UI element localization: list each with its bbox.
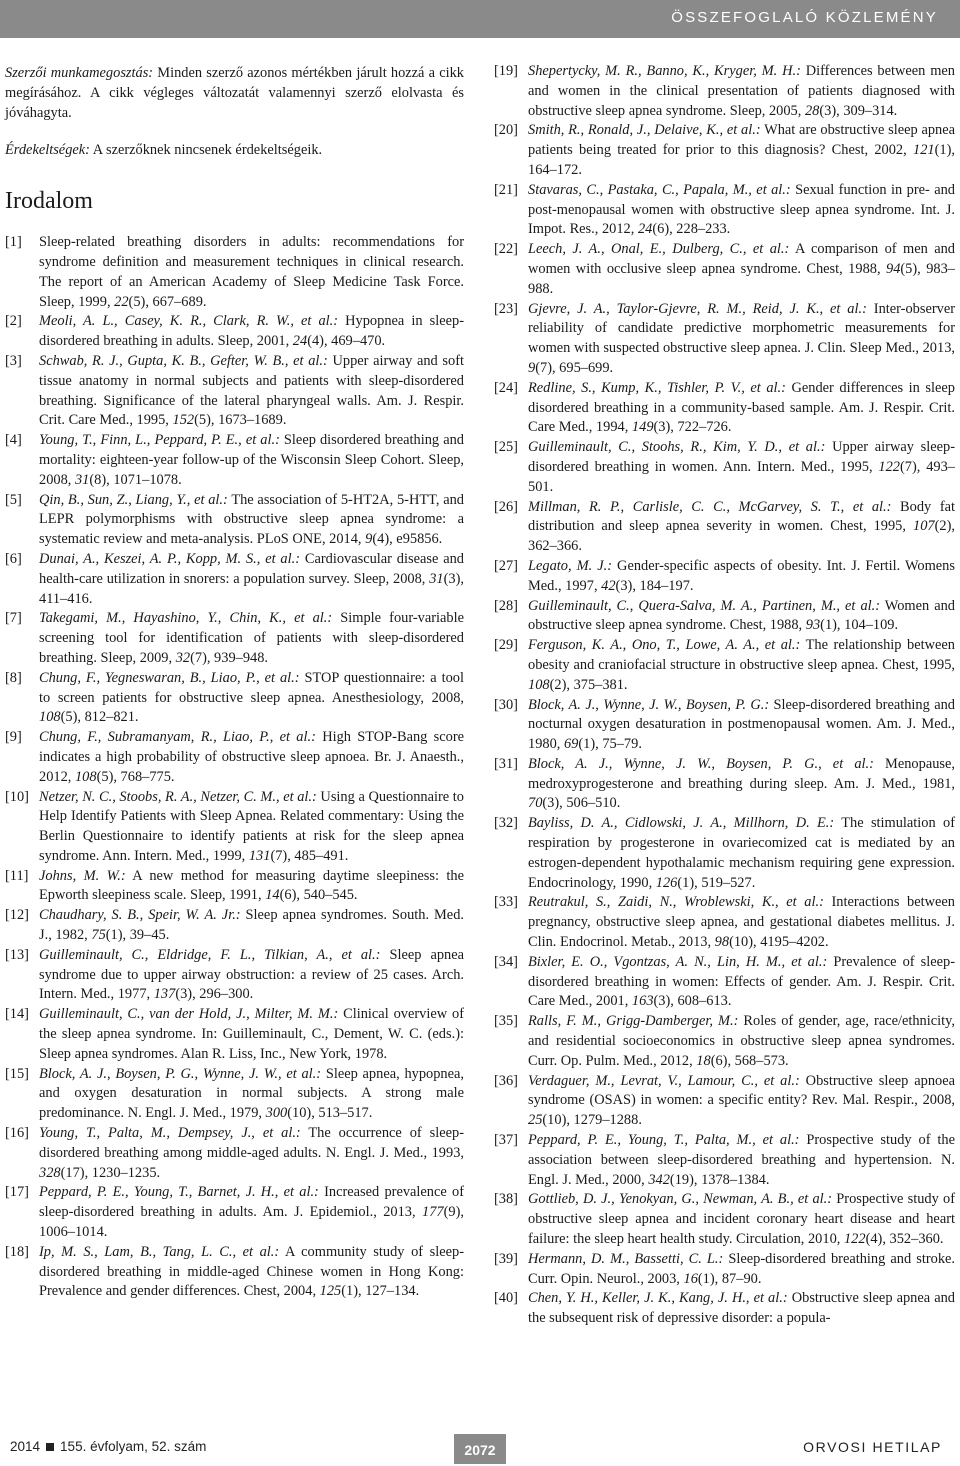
reference-pages: (8), 1071–1078. <box>89 471 182 488</box>
reference-pages: (2), 362–366. <box>528 518 955 555</box>
reference-text: Inter-observer reliability of candidate predictive morphometric measurements for women with suspected obstructive sleep apnea. J. Clin. Sleep Med., 2013, <box>528 300 956 357</box>
reference-pages: (1), 39–45. <box>105 927 170 944</box>
reference-item <box>494 1012 955 1071</box>
reference-pages: (5), 812–821. <box>60 709 139 726</box>
reference-text: Women and obstructive sleep apnea syndrome. Chest, 1988, <box>528 597 955 634</box>
reference-authors: Chen, Y. H., Keller, J. K., Kang, J. H., et al.: <box>528 1290 788 1307</box>
reference-item <box>494 240 955 299</box>
right-column <box>494 62 955 1329</box>
reference-item <box>494 953 955 1012</box>
reference-pages: (5), 1673–1689. <box>194 412 287 429</box>
reference-pages: (4), 352–360. <box>865 1231 944 1248</box>
reference-item <box>494 1190 955 1249</box>
reference-text: The occurrence of sleep-disordered breathing among middle-aged adults. N. Engl. J. Med., 1993, <box>39 1125 464 1161</box>
reference-authors: Chaudhary, S. B., Speir, W. A. Jr.: <box>39 907 241 924</box>
reference-item <box>494 438 955 497</box>
reference-text: What are obstructive sleep apnea patients being treated for prior to this diagnosis? Chest, 2002, <box>528 122 955 159</box>
reference-authors: Verdaguer, M., Levrat, V., Lamour, C., et al.: <box>528 1072 800 1089</box>
reference-text: Sexual function in pre- and post-menopausal women with obstructive sleep apnea syndrome. Int. J. Impot. Res., 2012, <box>528 181 955 238</box>
reference-number: [15] <box>5 1065 29 1082</box>
page-number: 2072 <box>454 1434 506 1464</box>
reference-text: A community study of sleep-disordered breathing in middle-aged Chinese women in Hong Kong: Prevalence and gender differences. Chest, 2004, <box>39 1243 464 1300</box>
reference-pages: (1), 104–109. <box>820 617 899 634</box>
reference-authors: Schwab, R. J., Gupta, K. B., Gefter, W. B., et al.: <box>39 352 328 369</box>
reference-pages: (19), 1378–1384. <box>669 1171 770 1188</box>
reference-item <box>5 431 464 490</box>
reference-text: STOP questionnaire: a tool to screen patients for obstructive sleep apnea. Anesthesiology, 2008, <box>39 669 464 706</box>
reference-volume: 177 <box>422 1204 444 1221</box>
reference-volume: 108 <box>528 676 550 693</box>
reference-authors: Bixler, E. O., Vgontzas, A. N., Lin, H. M., et al.: <box>528 953 828 970</box>
reference-text: Gender differences in sleep disordered breathing in a community-based sample. Am. J. Respir. Crit. Care Med., 1994, <box>528 379 955 436</box>
reference-volume: 94 <box>886 260 901 277</box>
reference-pages: (3), 309–314. <box>819 102 898 119</box>
reference-authors: Guilleminault, C., Stoohs, R., Kim, Y. D., et al.: <box>528 439 826 456</box>
reference-number: [13] <box>5 946 29 963</box>
reference-number: [14] <box>5 1006 29 1023</box>
reference-item <box>494 814 955 893</box>
reference-volume: 31 <box>429 570 444 587</box>
reference-number: [20] <box>494 122 518 139</box>
reference-pages: (4), 469–470. <box>307 333 386 350</box>
reference-number: [9] <box>5 729 22 746</box>
reference-authors: Qin, B., Sun, Z., Liang, Y., et al.: <box>39 491 228 508</box>
reference-authors: Guilleminault, C., Quera-Salva, M. A., Partinen, M., et al.: <box>528 597 881 614</box>
reference-volume: 149 <box>631 419 654 436</box>
reference-authors: Ip, M. S., Lam, B., Tang, L. C., et al.: <box>39 1243 280 1260</box>
reference-text: Interactions between pregnancy, obstructive sleep apnea, and gestational diabetes mellitus. J. Clin. Endocrinol. Metab., 2013, <box>528 894 955 951</box>
reference-text: Sleep disordered breathing and mortality: eighteen-year follow-up of the Wisconsin Sleep Cohort. Sleep, 2008, <box>39 432 464 488</box>
reference-number: [26] <box>494 498 518 515</box>
reference-authors: Chung, F., Yegneswaran, B., Liao, P., et al.: <box>39 669 300 686</box>
reference-authors: Netzer, N. C., Stoobs, R. A., Netzer, C. M., et al.: <box>39 788 317 805</box>
reference-text: Sleep apnea syndrome due to upper airway obstruction: a review of 25 cases. Arch. Intern. Med., 1977, <box>39 946 464 1003</box>
reference-text: Sleep apnea syndromes. South. Med. J., 1982, <box>39 907 464 944</box>
reference-item <box>494 300 955 379</box>
reference-number: [33] <box>494 894 518 911</box>
reference-pages: (3), 722–726. <box>653 419 732 436</box>
contribution-text: Minden szerző azonos mértékben járult hozzá a cikk megírásához. A cikk végleges változatát valamennyi szerző elolvasta és jóváhagyta. <box>5 65 465 121</box>
reference-pages: (5), 768–775. <box>96 768 175 785</box>
reference-number: [6] <box>5 550 22 567</box>
reference-number: [11] <box>5 867 29 884</box>
reference-number: [5] <box>5 491 22 508</box>
reference-authors: Meoli, A. L., Casey, K. R., Clark, R. W., et al.: <box>39 313 339 330</box>
reference-volume: 122 <box>878 458 900 475</box>
reference-item <box>5 946 464 1005</box>
reference-text: Sleep apnea, hypopnea, and oxygen desaturation in normal subjects. A strong male predominance. N. Engl. J. Med., 1979, <box>39 1065 464 1122</box>
reference-item <box>494 597 955 637</box>
reference-item <box>494 1131 955 1190</box>
reference-authors: Ferguson, K. A., Ono, T., Lowe, A. A., et al.: <box>528 637 801 654</box>
reference-number: [8] <box>5 669 22 686</box>
reference-pages: (1), 127–134. <box>341 1283 420 1300</box>
reference-number: [19] <box>494 63 518 79</box>
reference-text: Prospective study of obstructive sleep apnea and incident coronary heart disease and heart failure: the sleep heart health study. Circulation, 2010, <box>528 1191 955 1248</box>
contribution-paragraph <box>5 64 464 123</box>
reference-text: Increased prevalence of sleep-disordered breathing in adults. Am. J. Epidemiol., 2013, <box>39 1184 465 1221</box>
reference-number: [1] <box>5 234 22 251</box>
reference-authors: Block, A. J., Wynne, J. W., Boysen, P. G., et al.: <box>528 755 874 772</box>
reference-volume: 108 <box>74 768 97 785</box>
reference-item <box>494 1289 955 1329</box>
conflict-text: A szerzőknek nincsenek érdekeltségeik. <box>89 142 323 159</box>
reference-volume: 42 <box>601 577 616 594</box>
reference-text: Obstructive sleep apnea and the subsequent risk of depressive disorder: a popula- <box>528 1290 955 1327</box>
reference-text: Clinical overview of the sleep apnea syndrome. In: Guilleminault, C., Dement, W. C. (eds.): Sleep apnea syndromes. Alan R. Liss, Inc., New York, 1978. <box>39 1006 464 1062</box>
reference-text: Upper airway sleep-disordered breathing in women. Ann. Intern. Med., 1995, <box>528 439 955 475</box>
reference-item <box>494 755 955 814</box>
reference-volume: 328 <box>39 1164 61 1181</box>
reference-number: [27] <box>494 557 518 574</box>
reference-volume: 131 <box>248 847 271 864</box>
reference-item <box>5 728 464 787</box>
reference-pages: (6), 568–573. <box>710 1052 789 1069</box>
reference-authors: Millman, R. P., Carlisle, C. C., McGarvey, S. T., et al.: <box>528 498 892 515</box>
reference-text: Roles of gender, age, race/ethnicity, and residential socioeconomics in obstructive sleep apnea syndromes. Curr. Op. Pulm. Med., 2012, <box>528 1013 955 1069</box>
conflict-paragraph <box>5 141 464 161</box>
reference-volume: 342 <box>648 1171 670 1188</box>
reference-item <box>494 379 955 438</box>
conflict-label: Érdekeltségek: <box>5 142 90 159</box>
reference-text: High STOP-Bang score indicates a high probability of obstructive sleep apnoea. Br. J. Anaesth., 2012, <box>39 729 464 785</box>
reference-number: [12] <box>5 907 29 924</box>
reference-text: Using a Questionnaire to Help Identify Patients with Sleep Apnea. Related commentary: Using the Berlin Questionnaire to identify patients at risk for the sleep apnea syndrome. Ann. Intern. Med., 1999, <box>39 788 464 864</box>
reference-pages: (10), 1279–1288. <box>542 1112 642 1129</box>
footer-year: 2014 <box>10 1439 41 1454</box>
reference-volume: 107 <box>913 518 935 535</box>
author-info <box>5 64 464 161</box>
reference-authors: Block, A. J., Wynne, J. W., Boysen, P. G.: <box>528 696 770 713</box>
reference-item <box>5 867 464 907</box>
reference-number: [23] <box>494 300 518 317</box>
reference-volume: 9 <box>528 359 536 376</box>
reference-item <box>494 893 955 952</box>
reference-authors: Johns, M. W.: <box>39 867 126 884</box>
reference-item <box>5 233 464 312</box>
reference-volume: 122 <box>843 1231 866 1248</box>
reference-item <box>494 557 955 597</box>
reference-number: [21] <box>494 181 518 198</box>
reference-pages: (17), 1230–1235. <box>60 1164 161 1181</box>
reference-number: [28] <box>494 597 518 614</box>
reference-number: [29] <box>494 637 518 654</box>
reference-number: [40] <box>494 1290 518 1307</box>
reference-pages: (3), 506–510. <box>542 795 621 812</box>
reference-authors: Gottlieb, D. J., Yenokyan, G., Newman, A. B., et al.: <box>528 1191 833 1208</box>
reference-text: Sleep-related breathing disorders in adults: recommendations for syndrome definition and measurement techniques in clinical research. The report of an American Academy of Sleep Medicine Task Force. Sleep, 1999, <box>39 234 464 310</box>
reference-item <box>5 669 464 728</box>
reference-item <box>5 1243 464 1302</box>
reference-item <box>494 1072 955 1131</box>
reference-pages: (2), 375–381. <box>549 676 628 693</box>
reference-volume: 137 <box>153 986 176 1003</box>
reference-authors: Legato, M. J.: <box>528 557 613 574</box>
reference-pages: (7), 939–948. <box>190 649 269 666</box>
reference-pages: (1), 75–79. <box>578 736 642 753</box>
reference-item <box>5 1065 464 1124</box>
page-footer <box>0 1434 960 1464</box>
reference-item <box>5 491 464 550</box>
reference-pages: (5), 983–988. <box>528 260 955 297</box>
reference-text: Prospective study of the association between sleep-disordered breathing and hypertension. N. Engl. J. Med., 2000, <box>528 1132 955 1188</box>
reference-number: [35] <box>494 1013 518 1030</box>
reference-volume: 16 <box>683 1270 698 1287</box>
reference-number: [10] <box>5 788 29 805</box>
reference-pages: (4), e95856. <box>372 531 443 548</box>
reference-item <box>494 498 955 557</box>
reference-pages: (6), 228–233. <box>652 221 731 238</box>
reference-authors: Young, T., Finn, L., Peppard, P. E., et al.: <box>39 432 280 449</box>
reference-text: Differences between men and women in the clinical presentation of patients diagnosed with obstructive sleep apnea syndrome. Sleep, 2005, <box>528 63 955 119</box>
reference-volume: 108 <box>39 709 61 726</box>
reference-item <box>5 609 464 668</box>
reference-pages: (10), 4195–4202. <box>729 934 829 951</box>
footer-volume: 155. évfolyam, 52. szám <box>60 1439 207 1454</box>
reference-authors: Ralls, F. M., Grigg-Damberger, M.: <box>528 1013 739 1030</box>
reference-number: [22] <box>494 241 518 258</box>
reference-authors: Guilleminault, C., van der Hold, J., Milter, M. M.: <box>39 1006 339 1023</box>
reference-item <box>5 1183 464 1242</box>
left-column <box>5 64 464 1302</box>
reference-authors: Redline, S., Kump, K., Tishler, P. V., et al.: <box>528 379 786 396</box>
reference-pages: (6), 540–545. <box>279 887 358 904</box>
section-header-bar <box>0 0 960 38</box>
reference-text: The association of 5-HT2A, 5-HTT, and LEPR polymorphisms with obstructive sleep apnea syndrome: a systematic review and meta-analysis. PLoS ONE, 2014, <box>39 491 464 548</box>
reference-authors: Smith, R., Ronald, J., Delaive, K., et al.: <box>528 122 761 139</box>
reference-number: [30] <box>494 696 518 713</box>
reference-text: Menopause, medroxyprogesterone and breathing during sleep. Am. J. Med., 1981, <box>528 755 955 792</box>
reference-volume: 75 <box>91 927 106 944</box>
reference-volume: 70 <box>528 795 543 812</box>
reference-number: [39] <box>494 1250 518 1267</box>
reference-text: Simple four-variable screening tool for identification of patients with sleep-disordered breathing. Sleep, 2009, <box>39 610 464 666</box>
contribution-label: Szerzői munkamegosztás: <box>5 65 154 81</box>
reference-authors: Chung, F., Subramanyam, R., Liao, P., et al.: <box>39 729 316 746</box>
reference-volume: 14 <box>265 887 280 904</box>
reference-volume: 152 <box>172 412 195 429</box>
reference-volume: 98 <box>714 934 730 951</box>
issue-info <box>10 1439 206 1454</box>
reference-pages: (9), 1006–1014. <box>39 1204 464 1241</box>
reference-pages: (7), 493–501. <box>528 458 955 495</box>
reference-item <box>5 906 464 946</box>
reference-authors: Gjevre, J. A., Taylor-Gjevre, R. M., Reid, J. K., et al.: <box>528 300 867 317</box>
reference-item <box>494 181 955 240</box>
reference-text: The stimulation of respiration by progesterone in ovariecomized cat is mediated by an estrogen-dependent hypothalamic mechanism requiring gene expression. Endocrinology, 1990, <box>528 815 955 891</box>
reference-authors: Peppard, P. E., Young, T., Barnet, J. H., et al.: <box>39 1184 319 1201</box>
reference-item <box>494 696 955 755</box>
reference-item <box>494 1250 955 1290</box>
reference-pages: (1), 164–172. <box>528 142 955 178</box>
reference-volume: 22 <box>114 293 129 310</box>
reference-authors: Shepertycky, M. R., Banno, K., Kryger, M. H.: <box>528 63 801 79</box>
reference-authors: Guilleminault, C., Eldridge, F. L., Tilkian, A., et al.: <box>39 946 381 963</box>
square-bullet-icon <box>46 1443 54 1451</box>
reference-pages: (3), 608–613. <box>653 993 732 1010</box>
reference-pages: (7), 695–699. <box>535 359 614 376</box>
reference-number: [34] <box>494 953 518 970</box>
reference-pages: (7), 485–491. <box>270 847 349 864</box>
reference-item <box>494 636 955 695</box>
reference-item <box>5 788 464 867</box>
reference-text: Body fat distribution and sleep apnea severity in women. Chest, 1995, <box>528 498 955 535</box>
reference-volume: 300 <box>265 1105 288 1122</box>
reference-list-right <box>494 62 955 1329</box>
reference-volume: 93 <box>805 617 821 634</box>
reference-item <box>5 312 464 352</box>
reference-text: The relationship between obesity and craniofacial structure in obstructive sleep apnea. Chest, 1995, <box>528 637 955 673</box>
reference-authors: Hermann, D. M., Bassetti, C. L.: <box>528 1250 724 1267</box>
reference-number: [4] <box>5 432 22 449</box>
reference-volume: 9 <box>365 531 373 548</box>
reference-pages: (1), 519–527. <box>677 874 756 891</box>
reference-authors: Reutrakul, S., Zaidi, N., Wroblewski, K., et al.: <box>528 894 824 911</box>
reference-authors: Stavaras, C., Pastaka, C., Papala, M., et al.: <box>528 181 791 198</box>
reference-text: A new method for measuring daytime sleepiness: the Epworth sleepiness scale. Sleep, 1991, <box>39 867 465 904</box>
reference-authors: Bayliss, D. A., Cidlowski, J. A., Millhorn, D. E.: <box>528 815 835 832</box>
reference-volume: 18 <box>696 1052 711 1069</box>
reference-item <box>494 121 955 180</box>
reference-text: Upper airway and soft tissue anatomy in normal subjects and patients with sleep-disordered breathing. Significance of the lateral pharyngeal walls. Am. J. Respir. Crit. Care Med., 1995, <box>39 352 464 429</box>
reference-volume: 24 <box>637 221 653 238</box>
reference-number: [31] <box>494 755 518 772</box>
reference-volume: 69 <box>563 736 579 753</box>
reference-volume: 24 <box>292 333 308 350</box>
reference-text: Cardiovascular disease and health-care utilization in snorers: a population survey. Sleep, 2008, <box>39 550 464 587</box>
reference-item <box>5 1005 464 1064</box>
reference-volume: 121 <box>913 142 935 159</box>
reference-volume: 25 <box>528 1112 543 1129</box>
reference-text: Obstructive sleep apnoea syndrome (OSAS) in women: a specific entity? Rev. Mal. Respir., 2008, <box>528 1072 955 1109</box>
reference-list-left <box>5 233 464 1302</box>
reference-item <box>5 1124 464 1183</box>
reference-number: [37] <box>494 1132 518 1149</box>
reference-authors: Dunai, A., Keszei, A. P., Kopp, M. S., et al.: <box>39 550 301 567</box>
reference-number: [7] <box>5 610 22 627</box>
journal-name: ORVOSI HETILAP <box>803 1439 942 1455</box>
section-label: ÖSSZEFOGLALÓ KÖZLEMÉNY <box>671 9 938 26</box>
reference-number: [36] <box>494 1072 518 1089</box>
reference-authors: Young, T., Palta, M., Dempsey, J., et al.: <box>39 1125 301 1142</box>
reference-authors: Takegami, M., Hayashino, Y., Chin, K., et al.: <box>39 610 333 627</box>
reference-text: A comparison of men and women with occlusive sleep apnea syndrome. Chest, 1988, <box>528 241 955 277</box>
reference-number: [38] <box>494 1191 518 1208</box>
reference-number: [2] <box>5 313 22 330</box>
reference-volume: 31 <box>74 471 90 488</box>
reference-text: Prevalence of sleep-disordered breathing in women: Effects of gender. Am. J. Respir. Crit. Care Med., 2001, <box>528 953 956 1010</box>
reference-volume: 125 <box>319 1283 342 1300</box>
reference-pages: (3), 184–197. <box>615 577 694 594</box>
reference-number: [18] <box>5 1243 29 1260</box>
reference-pages: (3), 296–300. <box>175 986 254 1003</box>
reference-authors: Leech, J. A., Onal, E., Dulberg, C., et al.: <box>528 241 790 258</box>
reference-volume: 32 <box>175 649 191 666</box>
reference-pages: (1), 87–90. <box>697 1270 762 1287</box>
reference-number: [17] <box>5 1184 29 1201</box>
reference-volume: 126 <box>655 874 678 891</box>
reference-number: [32] <box>494 815 518 832</box>
reference-item <box>5 550 464 609</box>
reference-pages: (3), 411–416. <box>39 570 464 607</box>
reference-item <box>5 352 464 431</box>
reference-number: [16] <box>5 1125 29 1142</box>
reference-text: Sleep-disordered breathing and nocturnal oxygen desaturation in postmenopausal women. Am. J. Med., 1980, <box>528 696 955 753</box>
reference-pages: (10), 513–517. <box>287 1105 373 1122</box>
reference-pages: (5), 667–689. <box>128 293 207 310</box>
reference-text: Hypopnea in sleep-disordered breathing in adults. Sleep, 2001, <box>39 313 465 350</box>
reference-volume: 28 <box>804 102 820 119</box>
reference-number: [25] <box>494 439 518 456</box>
reference-authors: Block, A. J., Boysen, P. G., Wynne, J. W., et al.: <box>39 1065 322 1082</box>
reference-text: Sleep-disordered breathing and stroke. Curr. Opin. Neurol., 2003, <box>528 1250 956 1287</box>
references-title: Irodalom <box>5 188 93 215</box>
reference-item <box>494 62 955 121</box>
reference-text: Gender-specific aspects of obesity. Int. J. Fertil. Womens Med., 1997, <box>528 557 955 594</box>
reference-number: [24] <box>494 379 518 396</box>
reference-number: [3] <box>5 352 22 369</box>
reference-authors: Peppard, P. E., Young, T., Palta, M., et al.: <box>528 1132 800 1149</box>
reference-volume: 163 <box>631 993 654 1010</box>
